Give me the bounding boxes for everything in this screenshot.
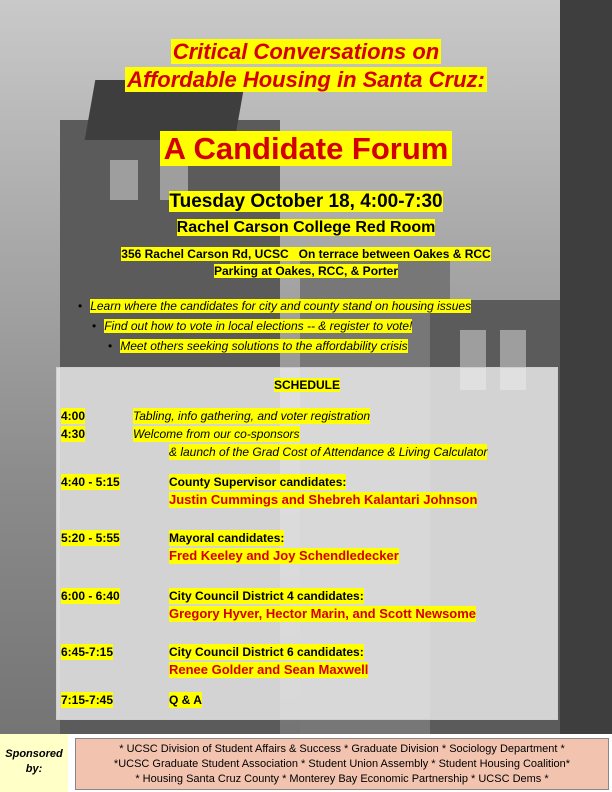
sponsor-list: [75, 738, 609, 790]
schedule-time: 4:30: [61, 427, 86, 441]
sponsored-by-label: Sponsored by:: [0, 734, 68, 792]
title-line-2: Affordable Housing in Santa Cruz:: [127, 67, 485, 92]
event-address: [0, 246, 612, 280]
schedule-candidates: Gregory Hyver, Hector Marin, and Scott Newsome: [169, 606, 477, 621]
schedule-desc: Mayoral candidates:: [169, 531, 285, 545]
schedule-desc: County Supervisor candidates:: [169, 475, 347, 489]
schedule-desc: City Council District 4 candidates:: [169, 589, 364, 603]
bullet-item: • Learn where the candidates for city and county stand on housing issues: [78, 299, 472, 313]
schedule-candidates: Justin Cummings and Shebreh Kalantari Johnson: [169, 492, 478, 507]
bullet-dot-icon: •: [108, 339, 113, 353]
schedule-desc: City Council District 6 candidates:: [169, 645, 364, 659]
schedule-desc: Welcome from our co-sponsors: [133, 427, 300, 441]
title-line-1: Critical Conversations on: [172, 39, 440, 64]
schedule-candidates: Renee Golder and Sean Maxwell: [169, 662, 369, 677]
schedule-title: SCHEDULE: [273, 378, 340, 392]
schedule-box: [56, 367, 558, 720]
main-title: [0, 38, 612, 94]
event-parking-text: Parking at Oakes, RCC, & Porter: [213, 264, 399, 278]
subtitle-text: A Candidate Forum: [160, 131, 453, 166]
sponsor-line: *UCSC Graduate Student Association * Student Union Assembly * Student Housing Coalition*: [113, 758, 571, 770]
schedule-candidates: Fred Keeley and Joy Schendledecker: [169, 548, 399, 563]
schedule-time: 6:45-7:15: [61, 645, 114, 659]
schedule-time: 4:00: [61, 409, 86, 423]
bullet-item: • Meet others seeking solutions to the affordability crisis: [108, 339, 408, 353]
schedule-desc: Q & A: [169, 693, 202, 707]
event-venue: [0, 218, 612, 238]
schedule-desc: Tabling, info gathering, and voter registration: [133, 409, 371, 423]
sponsor-line: * UCSC Division of Student Affairs & Success * Graduate Division * Sociology Department *: [119, 743, 565, 755]
event-date: [0, 190, 612, 214]
subtitle: [0, 130, 612, 168]
schedule-time: 5:20 - 5:55: [61, 531, 120, 545]
sponsor-line: * Housing Santa Cruz County * Monterey Bay Economic Partnership * UCSC Dems *: [135, 773, 549, 785]
bullet-item: • Find out how to vote in local elections -- & register to vote!: [92, 319, 413, 333]
schedule-desc: & launch of the Grad Cost of Attendance & Living Calculator: [169, 445, 488, 459]
bullet-dot-icon: •: [92, 319, 97, 333]
event-venue-text: Rachel Carson College Red Room: [176, 219, 436, 236]
schedule-time: 4:40 - 5:15: [61, 475, 120, 489]
sponsor-footer: [0, 734, 612, 792]
event-date-text: Tuesday October 18, 4:00-7:30: [169, 191, 443, 212]
schedule-time: 7:15-7:45: [61, 693, 114, 707]
background-tree: [560, 0, 612, 740]
schedule-time: 6:00 - 6:40: [61, 589, 120, 603]
event-address-text: 356 Rachel Carson Rd, UCSC On terrace between Oakes & RCC: [121, 247, 491, 261]
bullet-dot-icon: •: [78, 299, 83, 313]
